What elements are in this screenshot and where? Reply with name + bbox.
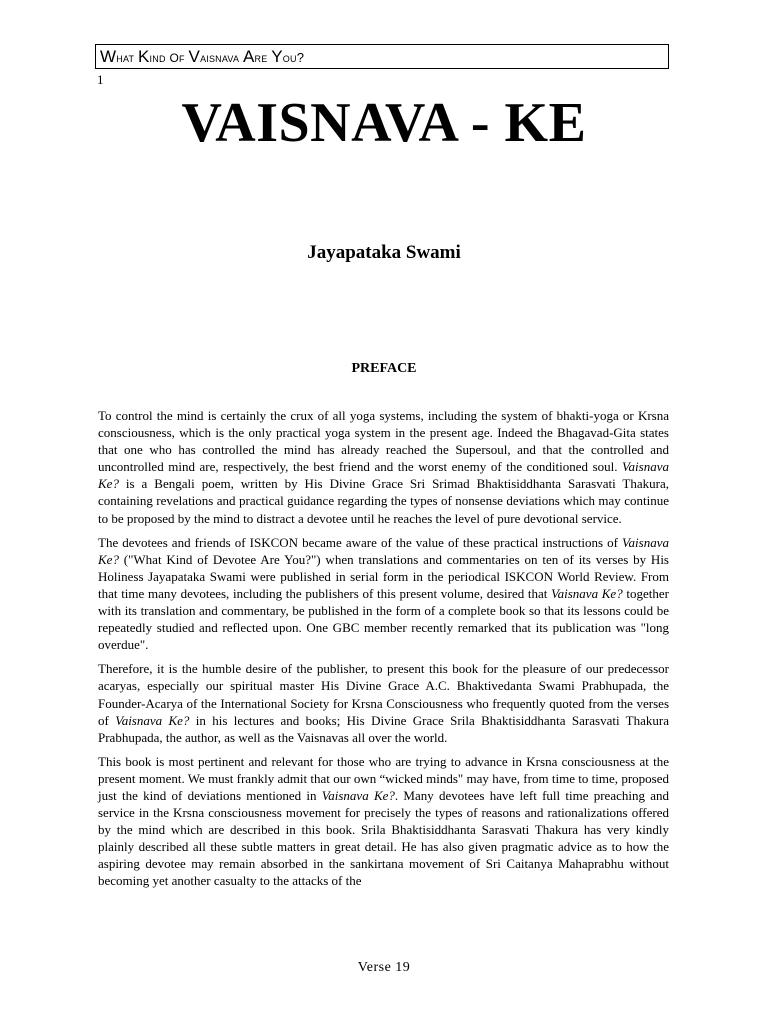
paragraph-text: together with its translation and commentary, be published in the form of a complete book so that its lessons could be repeatedly studied and reflected upon. One GBC member recently remarked that its publication was "long overdue". <box>98 585 669 653</box>
preface-heading: PREFACE <box>351 361 417 376</box>
paragraph-text: ("What Kind of Devotee Are You?") when translations and commentaries on ten of its verses by His Holiness Jayapataka Swami were published in serial form in the periodical ISKCON World Review. From that time many devotees, including the publishers of this present volume, desired that <box>98 551 669 601</box>
paragraph-text: is a Bengali poem, written by His Divine Grace Sri Srimad Bhaktisiddhanta Sarasvati Thakura, containing revelations and practical guidance regarding the types of nonsense deviations which may continue to be proposed by the mind to distract a devotee until he reaches the level of pure devotional service. <box>98 476 669 526</box>
preface-paragraph <box>98 753 669 890</box>
page-footer: Verse 19 <box>357 960 411 975</box>
preface-paragraph <box>98 660 669 745</box>
paragraph-text: Therefore, it is the humble desire of the publisher, to present this book for the pleasure of our predecessor acaryas, especially our spiritual master His Divine Grace A.C. Bhaktivedanta Swami Prabhupada, the Founder-Acarya of the International Society for Krsna Consciousness who frequently quoted from the verses of <box>98 661 669 728</box>
italic-title-text: Vaisnava Ke? <box>115 712 190 728</box>
italic-title-text: Vaisnava Ke? <box>321 787 395 803</box>
preface-body <box>98 407 669 897</box>
preface-paragraph <box>98 534 669 654</box>
running-header <box>95 44 669 69</box>
page-number: 1 <box>97 72 104 87</box>
italic-title-text: Vaisnava Ke? <box>98 534 669 567</box>
paragraph-text: in his lectures and books; His Divine Grace Srila Bhaktisiddhanta Sarasvati Thakura Prabhupada, the author, as well as the Vaisnavas all over the world. <box>98 712 669 745</box>
paragraph-text: The devotees and friends of ISKCON became aware of the value of these practical instructions of <box>98 534 623 550</box>
italic-title-text: Vaisnava Ke? <box>551 585 623 601</box>
running-title: What Kind of Vaisnava Are You? <box>100 47 305 66</box>
preface-paragraph <box>98 407 669 527</box>
author-name: Jayapataka Swami <box>307 242 461 263</box>
italic-title-text: Vaisnava Ke? <box>98 459 669 492</box>
book-title: VAISNAVA - KE <box>181 92 587 154</box>
paragraph-text: . Many devotees have left full time preaching and service in the Krsna consciousness movement for precisely the types of reasons and rationalizations offered by the mind which are described in this book. Srila Bhaktisiddhanta Sarasvati Thakura has very kindly plainly described all these subtle matters in great detail. He has also given pragmatic advice as to how the aspiring devotee may remain absorbed in the sankirtana movement of Sri Caitanya Mahaprabhu without becoming yet another casualty to the attacks of the <box>98 787 669 889</box>
paragraph-text: This book is most pertinent and relevant for those who are trying to advance in Krsna consciousness at the present moment. We must frankly admit that our own “wicked minds" may have, from time to time, proposed just the kind of deviations mentioned in <box>98 753 669 803</box>
paragraph-text: To control the mind is certainly the crux of all yoga systems, including the system of bhakti-yoga or Krsna consciousness, which is the only practical yoga system in the present age. Indeed the Bhagavad-Gita states that one who has controlled the mind has already reached the Supersoul, and that the controlled and uncontrolled mind are, respectively, the best friend and the worst enemy of the conditioned soul. <box>98 408 669 475</box>
